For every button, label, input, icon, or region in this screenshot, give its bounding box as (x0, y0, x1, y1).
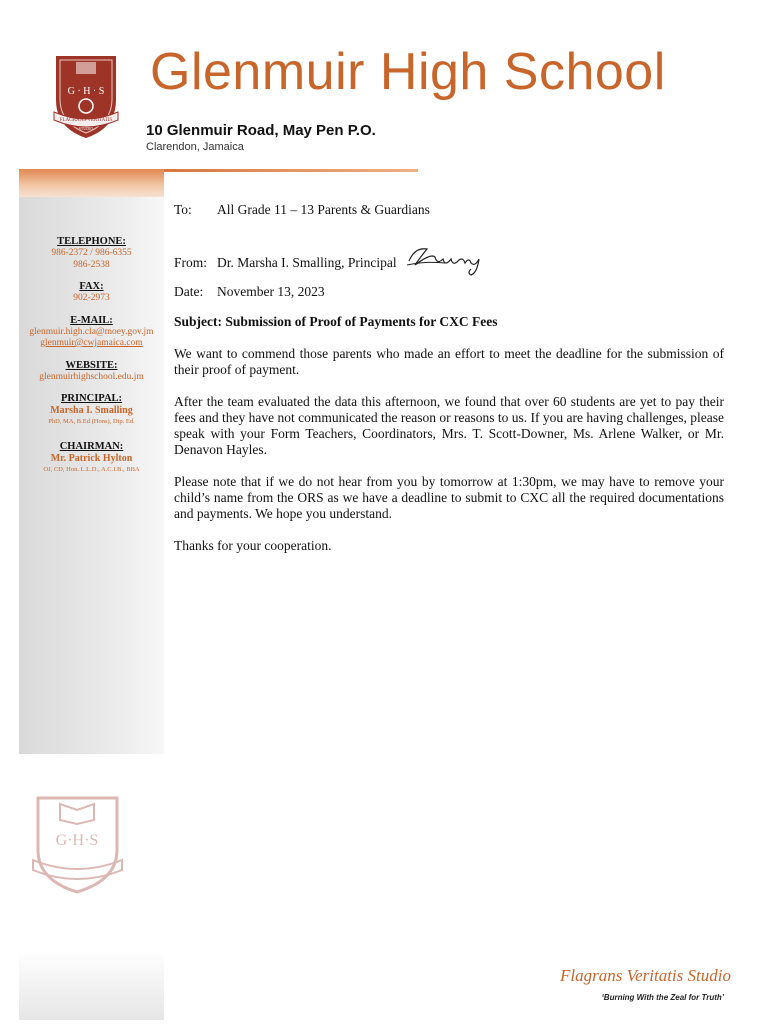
letter-paragraph: After the team evaluated the data this afternoon, we found that over 60 students are yet to pay their fees and they have not communicated the reason or reasons to us. If you are having challenges, please speak with your Form Teachers, Coordinators, Mrs. T. Scott-Downer, Ms. Arlene Walker, or Mr. Denavon Hayles. (174, 394, 724, 457)
from-value: Dr. Marsha I. Smalling, Principal (217, 255, 397, 270)
to-row (174, 202, 724, 218)
svg-text:G·H·S: G·H·S (55, 832, 99, 849)
address-region: Clarendon, Jamaica (146, 141, 244, 153)
letter-subject: Subject: Submission of Proof of Payments for CXC Fees (174, 314, 498, 329)
website-link[interactable]: glenmuirhighschool.edu.jm (39, 371, 144, 382)
footer-studio-name: Flagrans Veritatis Studio (560, 966, 731, 985)
chairman-credentials: OJ, CD, Hon. L.L.D., A.C.I.B., BBA (43, 466, 140, 473)
date-row (174, 284, 724, 300)
letter-body (174, 202, 724, 570)
email-address[interactable]: glenmuir@cwjamaica.com (40, 338, 143, 348)
fax-label: FAX: (79, 281, 104, 292)
address-line: 10 Glenmuir Road, May Pen P.O. (146, 122, 376, 139)
letter-closing: Thanks for your cooperation. (174, 538, 332, 553)
chairman-label: CHAIRMAN: (59, 441, 124, 452)
crest-studio: STUDIO (78, 126, 94, 131)
email-address[interactable]: glenmuir.high.cla@moey.gov.jm (29, 326, 154, 337)
fax-number: 902-2973 (73, 293, 110, 303)
to-label: To: (174, 202, 192, 217)
crest-letters: G · H · S (67, 86, 105, 97)
school-crest-logo (50, 50, 122, 140)
letter-paragraph: We want to commend those parents who made an effort to meet the deadline for the submission of their proof of payment. (174, 346, 724, 377)
principal-name: Marsha I. Smalling (50, 405, 133, 416)
letter-paragraph: Please note that if we do not hear from you by tomorrow at 1:30pm, we may have to remove your child’s name from the ORS as we have a deadline to submit to CXC all the required documentations and payments. We hope you understand. (174, 474, 724, 521)
header-divider (164, 169, 418, 172)
website-block (19, 360, 164, 384)
sidebar-bottom-band (19, 950, 164, 1020)
date-label: Date: (174, 284, 204, 299)
telephone-block (19, 236, 164, 271)
website-label: WEBSITE: (65, 359, 118, 371)
signature-icon (405, 239, 485, 279)
footer-motto: ‘Burning With the Zeal for Truth’ (601, 993, 724, 1002)
email-label: E-MAIL: (70, 314, 113, 326)
principal-label: PRINCIPAL: (60, 393, 123, 404)
to-value: All Grade 11 – 13 Parents & Guardians (217, 202, 430, 217)
fax-block (19, 281, 164, 305)
principal-block (19, 393, 164, 427)
sidebar-top-band (19, 169, 164, 197)
school-name: Glenmuir High School (150, 43, 666, 101)
telephone-number: 986-2372 / 986-6355 (51, 248, 132, 258)
chairman-name: Mr. Patrick Hylton (50, 453, 133, 464)
principal-credentials: PhD, MA, B.Ed (Hons), Dip. Ed. (48, 418, 135, 425)
telephone-label: TELEPHONE: (57, 236, 126, 247)
crest-watermark (30, 790, 125, 895)
crest-motto: FLAGRANS VERITATIS (59, 118, 113, 123)
chairman-block (19, 441, 164, 475)
from-row (174, 231, 724, 271)
from-label: From: (174, 255, 208, 270)
telephone-number: 986-2538 (73, 259, 110, 270)
email-block (19, 315, 164, 350)
date-value: November 13, 2023 (217, 284, 325, 299)
sidebar-contact-info (19, 236, 164, 485)
